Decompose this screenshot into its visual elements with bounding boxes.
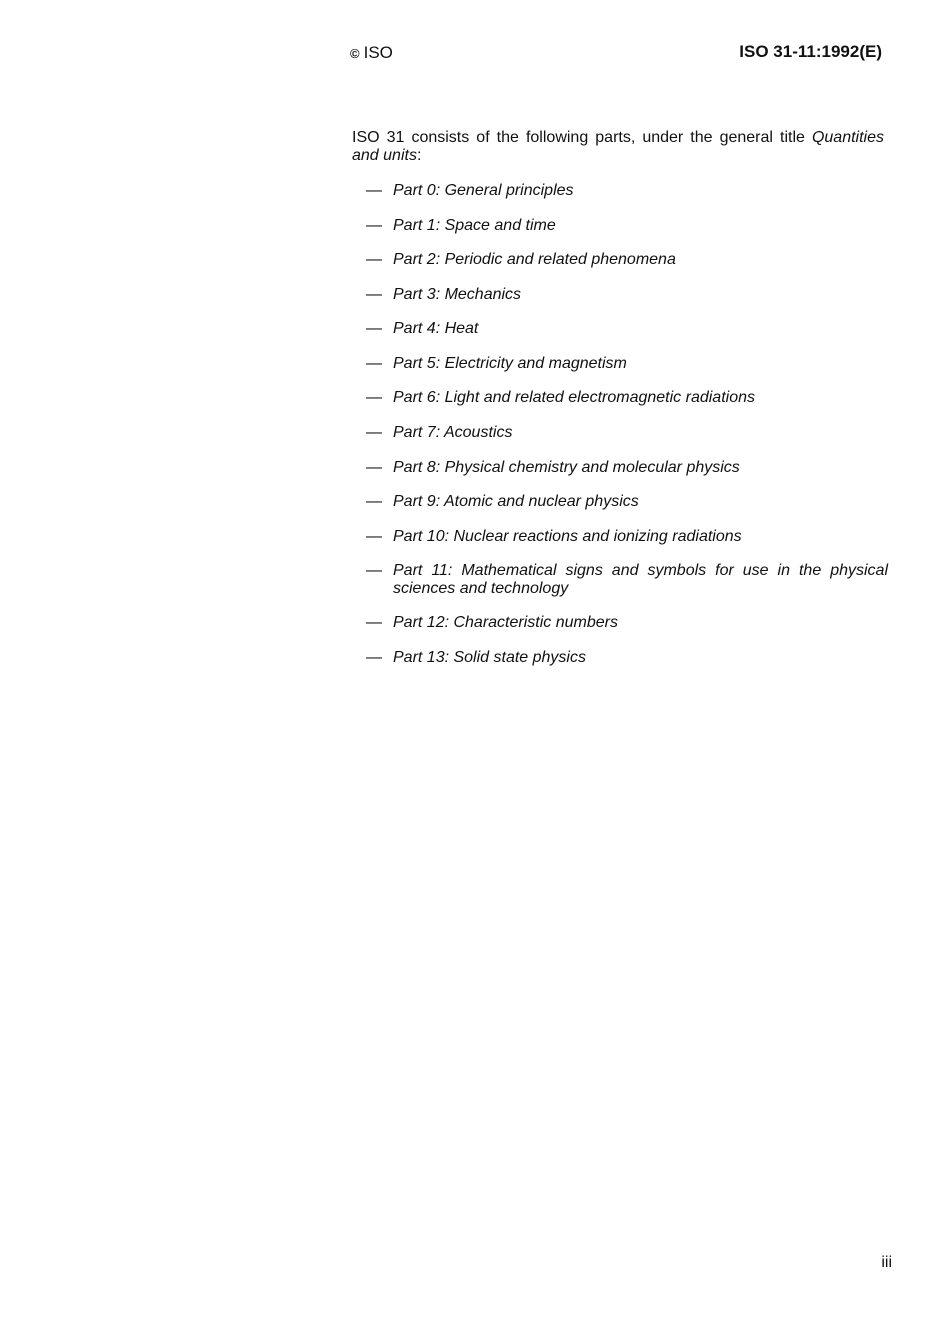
list-item xyxy=(366,355,888,373)
page-number: iii xyxy=(881,1254,892,1271)
list-item xyxy=(366,459,888,477)
list-dash: — xyxy=(366,217,382,234)
part-title: Part 8: Physical chemistry and molecular physics xyxy=(393,459,740,476)
part-title: Part 4: Heat xyxy=(393,320,479,337)
intro-colon: : xyxy=(416,147,422,164)
list-dash: — xyxy=(366,562,382,579)
part-title: Part 12: Characteristic numbers xyxy=(393,614,618,631)
part-title: Part 10: Nuclear reactions and ionizing radiations xyxy=(393,528,742,545)
part-title: Part 0: General principles xyxy=(393,182,574,199)
list-dash: — xyxy=(366,528,382,545)
part-title: Part 11: Mathematical signs and symbols for use in the physical sciences and technology xyxy=(393,562,888,597)
intro-paragraph xyxy=(352,129,884,165)
part-title: Part 2: Periodic and related phenomena xyxy=(393,251,676,268)
list-item xyxy=(366,320,888,338)
part-title: Part 1: Space and time xyxy=(393,217,556,234)
intro-text: ISO 31 consists of the following parts, under the general title xyxy=(352,129,812,146)
part-title: Part 7: Acoustics xyxy=(393,424,513,441)
intro-title: Quantities and units xyxy=(352,129,884,164)
list-dash: — xyxy=(366,320,382,337)
header-iso-label: ISO xyxy=(363,43,393,62)
list-item xyxy=(366,424,888,442)
part-title: Part 13: Solid state physics xyxy=(393,649,586,666)
list-dash: — xyxy=(366,389,382,406)
header-copyright xyxy=(350,43,393,63)
list-item xyxy=(366,528,888,546)
list-item xyxy=(366,493,888,511)
list-item xyxy=(366,562,888,598)
list-item xyxy=(366,614,888,632)
list-dash: — xyxy=(366,182,382,199)
list-item xyxy=(366,649,888,667)
list-item xyxy=(366,286,888,304)
copyright-icon: © xyxy=(350,45,360,61)
list-dash: — xyxy=(366,424,382,441)
part-title: Part 6: Light and related electromagnetic radiations xyxy=(393,389,755,406)
part-title: Part 3: Mechanics xyxy=(393,286,522,303)
document-designation: ISO 31-11:1992(E) xyxy=(739,42,882,61)
list-dash: — xyxy=(366,355,382,372)
list-item xyxy=(366,182,888,200)
list-dash: — xyxy=(366,459,382,476)
list-dash: — xyxy=(366,251,382,268)
list-dash: — xyxy=(366,614,382,631)
list-dash: — xyxy=(366,286,382,303)
list-item xyxy=(366,217,888,235)
part-title: Part 9: Atomic and nuclear physics xyxy=(393,493,639,510)
list-item xyxy=(366,389,888,407)
list-dash: — xyxy=(366,493,382,510)
list-item xyxy=(366,251,888,269)
list-dash: — xyxy=(366,649,382,666)
part-title: Part 5: Electricity and magnetism xyxy=(393,355,627,372)
